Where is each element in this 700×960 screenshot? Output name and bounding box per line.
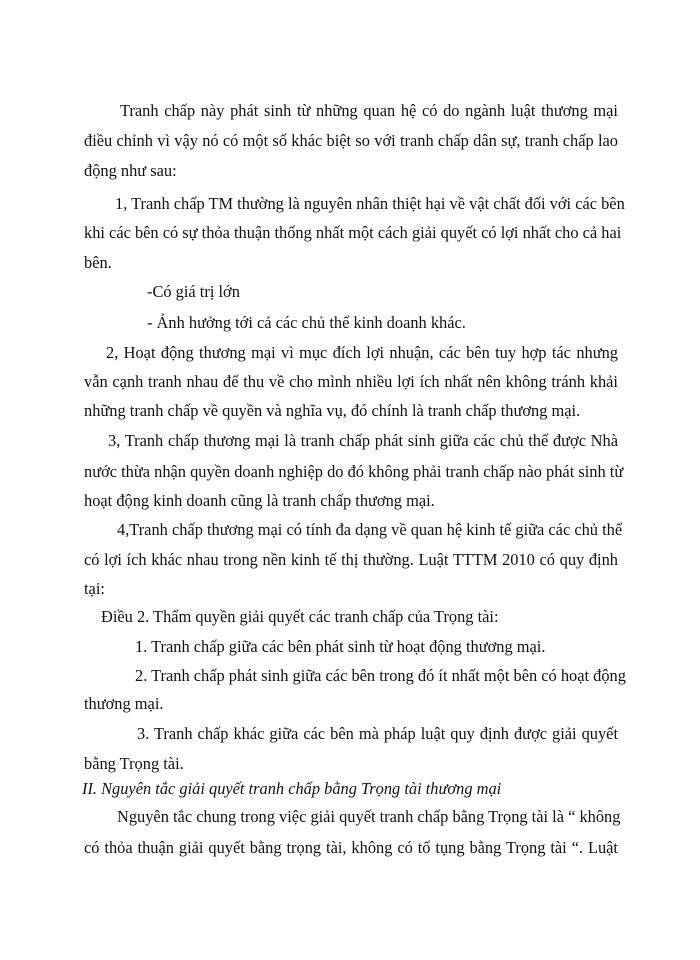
article-2-item-2-line-2: thương mại. bbox=[84, 694, 164, 713]
point-2-line-3: những tranh chấp về quyền và nghĩa vụ, đó chính là tranh chấp thương mại. bbox=[84, 401, 581, 420]
article-2-item-3-line-2: bằng Trọng tài. bbox=[84, 754, 184, 773]
article-2-heading: Điều 2. Thẩm quyền giải quyết các tranh chấp của Trọng tài: bbox=[101, 607, 499, 626]
point-1-line-3: bên. bbox=[84, 253, 112, 272]
paragraph-intro-line-2: điều chỉnh vì vậy nó có một số khác biệt so với tranh chấp dân sự, tranh chấp lao bbox=[84, 131, 618, 150]
point-2-line-2: vẫn cạnh tranh nhau để thu về cho mình nhiều lợi ích nhất nên không tránh khải bbox=[84, 372, 618, 391]
point-1-line-1: 1, Tranh chấp TM thường là nguyên nhân thiệt hại về vật chất đối với các bên bbox=[115, 194, 625, 213]
principle-paragraph-line-2: có thỏa thuận giải quyết bằng trọng tài, không có tố tụng bằng Trọng tài “. Luật bbox=[84, 838, 618, 857]
bullet-high-value: -Có giá trị lớn bbox=[147, 282, 240, 301]
point-1-line-2: khi các bên có sự thỏa thuận thống nhất một cách giải quyết có lợi nhất cho cả hai bbox=[84, 223, 622, 242]
section-ii-heading: II. Nguyên tắc giải quyết tranh chấp bằng Trọng tài thương mại bbox=[82, 779, 502, 798]
principle-paragraph-line-1: Nguyên tắc chung trong việc giải quyết tranh chấp bằng Trọng tài là “ không bbox=[117, 807, 621, 826]
point-4-line-2: có lợi ích khác nhau trong nền kinh tế thị thường. Luật TTTM 2010 có quy định bbox=[84, 550, 618, 569]
point-3-line-1: 3, Tranh chấp thương mại là tranh chấp phát sinh giữa các chủ thể được Nhà bbox=[108, 431, 618, 450]
article-2-item-3-line-1: 3. Tranh chấp khác giữa các bên mà pháp luật quy định được giải quyết bbox=[137, 724, 618, 743]
article-2-item-2-line-1: 2. Tranh chấp phát sinh giữa các bên trong đó ít nhất một bên có hoạt động bbox=[135, 666, 626, 685]
point-3-line-3: hoạt động kinh doanh cũng là tranh chấp thương mại. bbox=[84, 491, 435, 510]
point-4-line-1: 4,Tranh chấp thương mại có tính đa dạng về quan hệ kinh tế giữa các chủ thể bbox=[117, 520, 623, 539]
paragraph-intro-line-3: động như sau: bbox=[84, 161, 177, 180]
point-3-line-2: nước thừa nhận quyền doanh nghiệp do đó không phải tranh chấp nào phát sinh từ bbox=[84, 462, 624, 481]
bullet-impact: - Ảnh hưởng tới cả các chủ thể kinh doanh khác. bbox=[147, 313, 466, 332]
paragraph-intro-line-1: Tranh chấp này phát sinh từ những quan hệ có do ngành luật thương mại bbox=[120, 101, 618, 120]
article-2-item-1: 1. Tranh chấp giữa các bên phát sinh từ hoạt động thương mại. bbox=[135, 637, 546, 656]
point-2-line-1: 2, Hoạt động thương mại vì mục đích lợi nhuận, các bên tuy hợp tác nhưng bbox=[106, 343, 618, 362]
point-4-line-3: tại: bbox=[84, 579, 105, 598]
